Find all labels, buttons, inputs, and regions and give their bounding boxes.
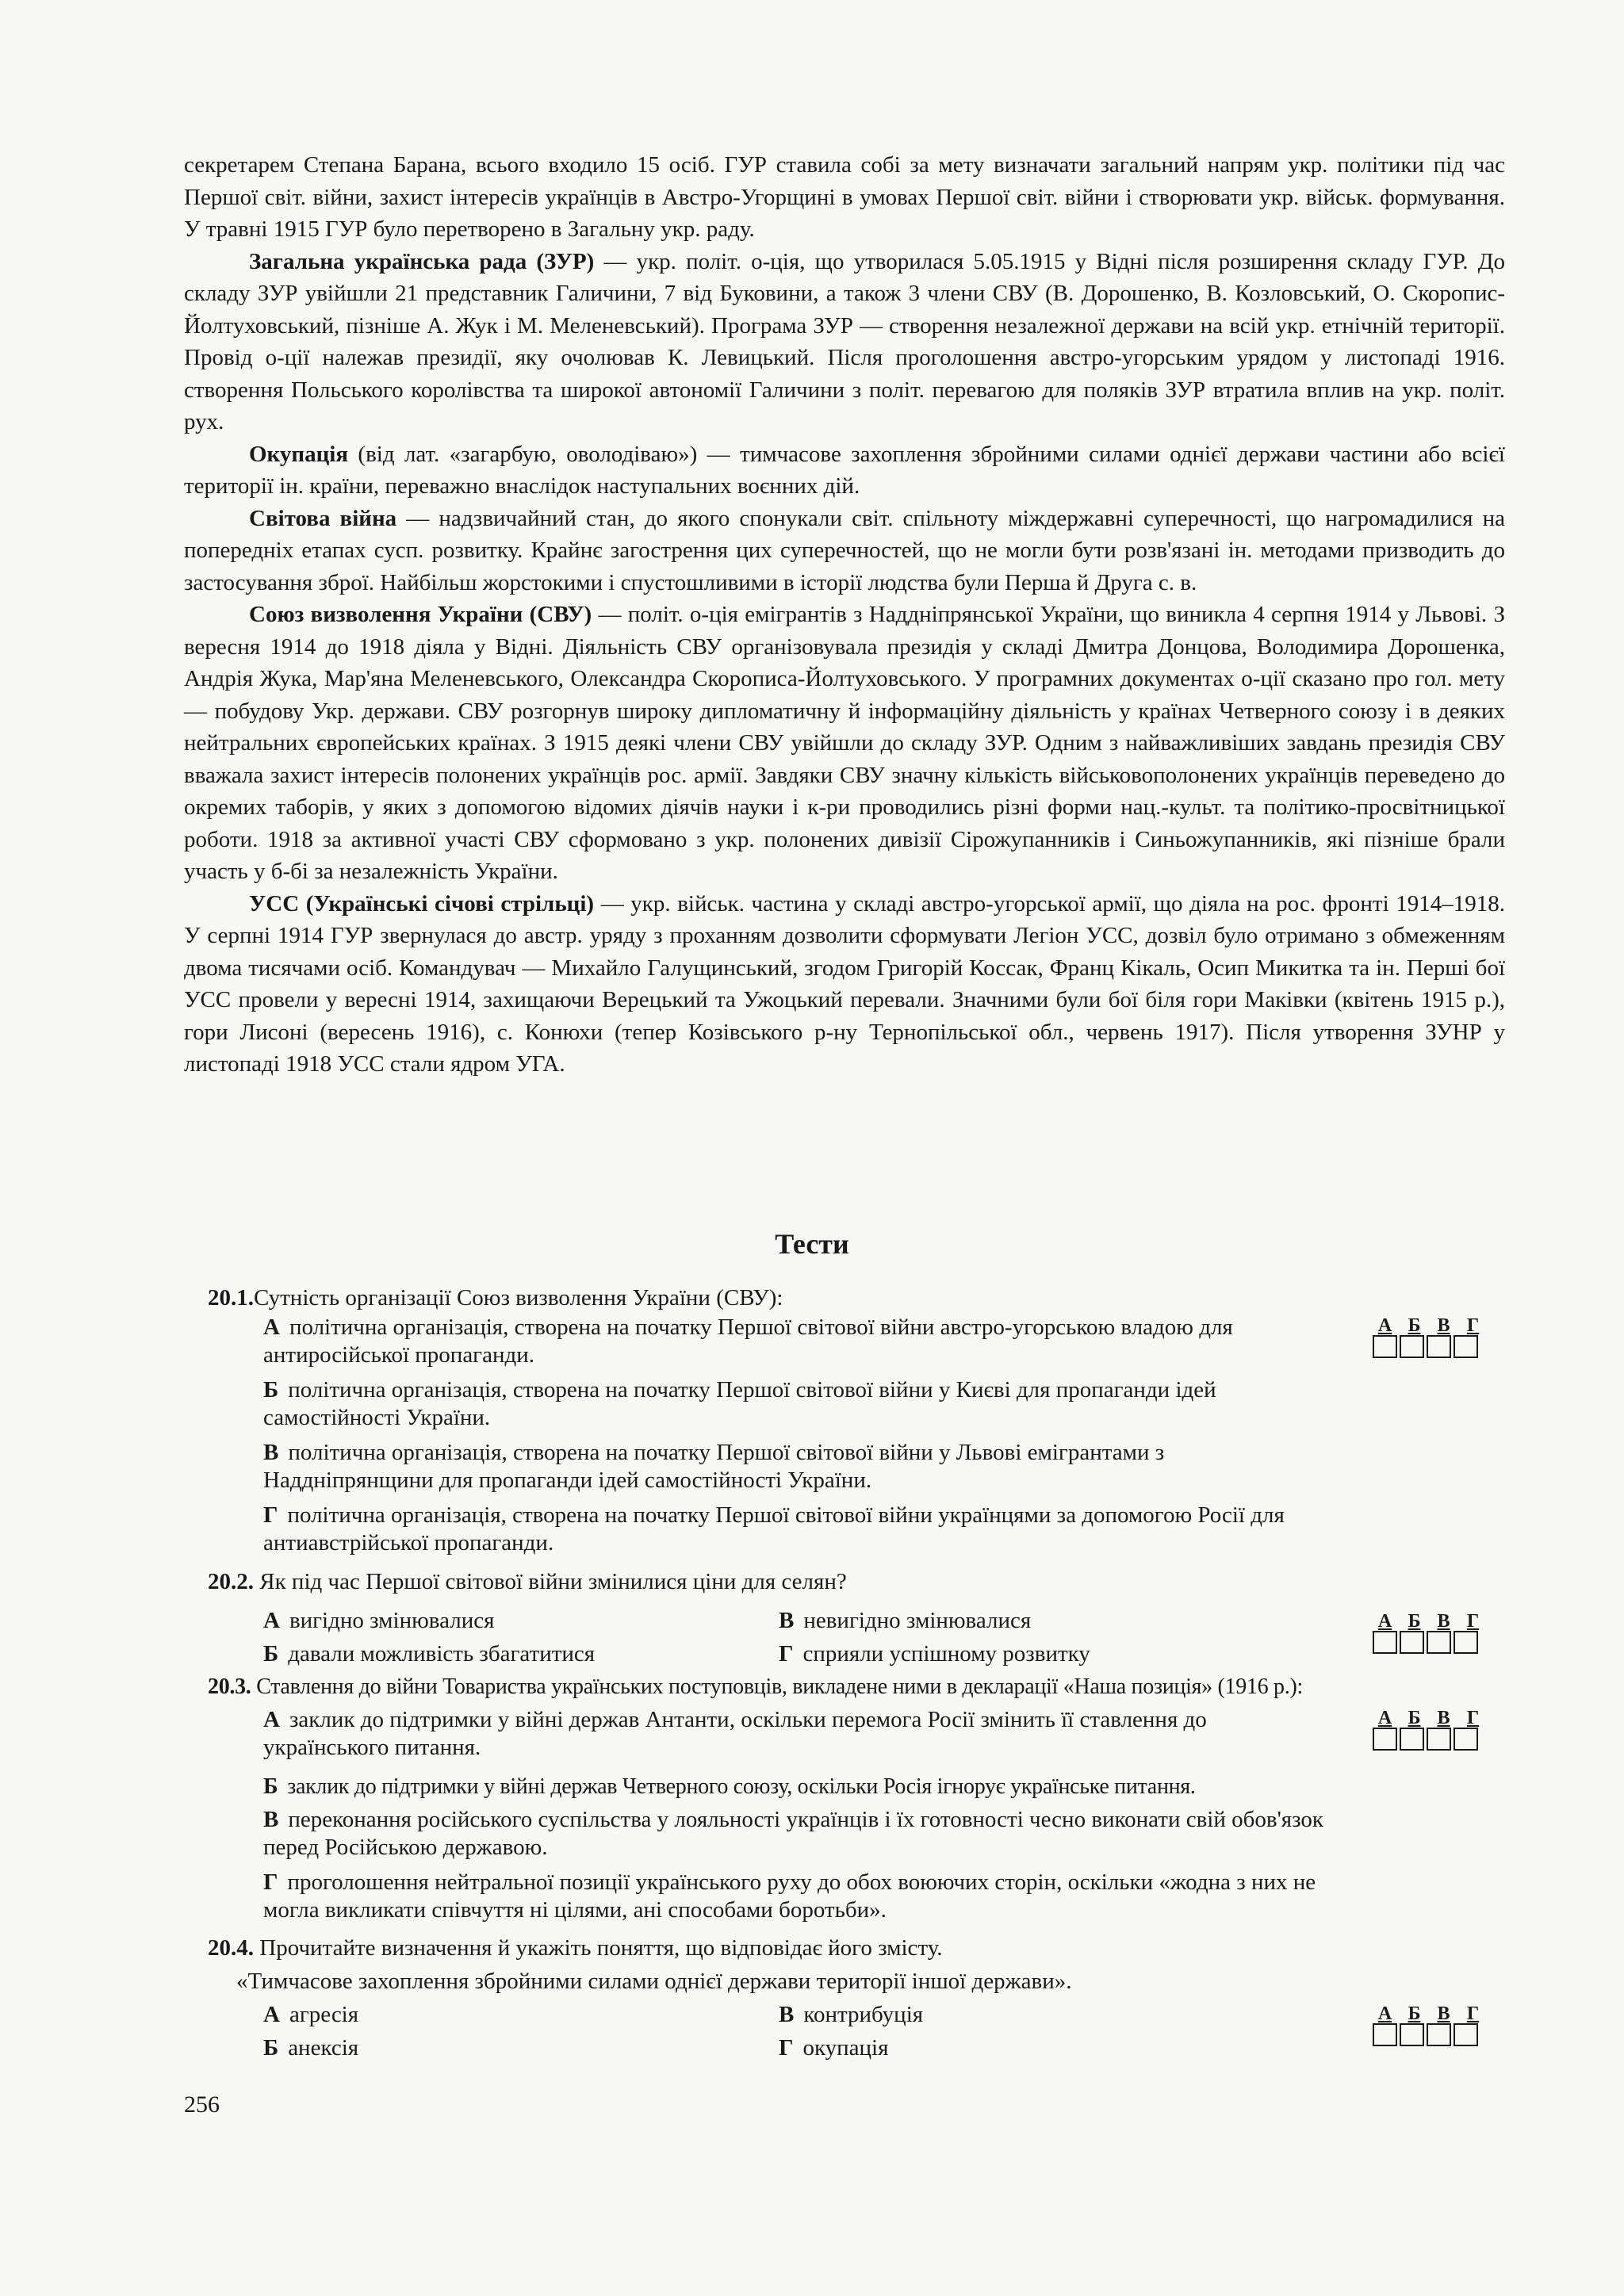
term: Союз визволення України (СВУ) xyxy=(249,602,592,627)
question-20-4-quote: «Тимчасове захоплення збройними силами однієї держави території іншої держави». xyxy=(236,1969,1072,1994)
answer-box-b[interactable] xyxy=(1400,1631,1424,1654)
answer-grid-letters xyxy=(1370,1709,1489,1728)
answer-grid-20-3 xyxy=(1370,1709,1489,1751)
option-letter: Г xyxy=(779,2035,794,2061)
option-text: політична організація, створена на початку Першої світової війни у Києві для пропаганди ідей самостійності України. xyxy=(263,1377,1216,1430)
paragraph-svitova-viina xyxy=(184,503,1505,599)
paragraph-uss xyxy=(184,888,1505,1081)
option-20-3-b[interactable] xyxy=(263,1773,1342,1800)
question-20-3 xyxy=(208,1673,1492,1701)
question-text: Ставлення до війни Товариства українських поступовців, викладене ними в декларації «Наша позиція» (1916 р.): xyxy=(256,1674,1303,1699)
answer-grid-letters xyxy=(1370,1612,1489,1631)
question-number: 20.3. xyxy=(208,1674,251,1699)
paragraph-okupatsiia xyxy=(184,438,1505,503)
page-number: 256 xyxy=(184,2091,220,2118)
answer-box-a[interactable] xyxy=(1373,1335,1397,1358)
answer-grid-boxes xyxy=(1370,1728,1489,1751)
grid-letter: Г xyxy=(1466,1708,1480,1728)
grid-letter: А xyxy=(1377,1611,1392,1632)
answer-box-d[interactable] xyxy=(1454,1631,1478,1654)
option-20-4-d[interactable] xyxy=(779,2034,888,2062)
answer-grid-boxes xyxy=(1370,1631,1489,1654)
term: Загальна українська рада (ЗУР) xyxy=(249,248,595,274)
option-text: агресія xyxy=(289,2002,359,2027)
option-letter: А xyxy=(263,1608,280,1633)
term: Окупація xyxy=(249,441,349,467)
answer-box-c[interactable] xyxy=(1427,1631,1451,1654)
question-20-2 xyxy=(208,1568,1492,1596)
term: Світова війна xyxy=(249,505,397,531)
question-20-1 xyxy=(208,1284,1492,1312)
grid-letter: Б xyxy=(1408,1315,1421,1336)
glossary-text xyxy=(184,149,1505,1081)
grid-letter: Б xyxy=(1408,2003,1421,2024)
answer-grid-boxes xyxy=(1370,2023,1489,2046)
question-text: Прочитайте визначення й укажіть поняття, що відповідає його змісту. xyxy=(259,1935,943,1961)
grid-letter: В xyxy=(1437,1315,1450,1336)
grid-letter: А xyxy=(1377,2003,1392,2024)
option-letter: Б xyxy=(263,2035,279,2061)
paragraph-text: — укр. політ. о-ція, що утворилася 5.05.1915 у Відні після розширення складу ГУР. До складу ЗУР увійшли 21 представник Галичини, 7 від Буковини, а також 3 члени СВУ (В. Дорошенко, В. Козловський, О. Скоропис-Йолтуховський, пізніше А. Жук і М. Меленевський). Програма ЗУР — створення незалежної держави на всій укр. етнічній території. Провід о-ції належав президії, яку очолював К. Левицький. Після проголошення австро-угорським урядом у листопаді 1916. створення Польського королівства та широкої автономії Галичини з політ. перевагою для поляків ЗУР втратила вплив на укр. політ. рух. xyxy=(184,248,1505,434)
grid-letter: В xyxy=(1437,1611,1450,1632)
question-number: 20.2. xyxy=(208,1569,254,1594)
option-20-1-c[interactable] xyxy=(263,1439,1334,1494)
option-20-2-c[interactable] xyxy=(779,1607,1031,1635)
option-20-1-a[interactable] xyxy=(263,1314,1334,1369)
question-20-4 xyxy=(208,1934,1492,1962)
option-20-4-b[interactable] xyxy=(263,2034,358,2062)
option-text: анексія xyxy=(288,2035,359,2061)
answer-grid-20-4 xyxy=(1370,2004,1489,2046)
option-20-4-a[interactable] xyxy=(263,2001,358,2029)
option-20-3-a[interactable] xyxy=(263,1706,1334,1762)
option-text: політична організація, створена на початку Першої світової війни австро-угорською владою для антиросійської пропаганди. xyxy=(263,1314,1233,1368)
option-letter: Г xyxy=(779,1641,794,1667)
paragraph-svu xyxy=(184,599,1505,888)
option-20-3-d[interactable] xyxy=(263,1869,1334,1924)
option-letter: Б xyxy=(263,1641,279,1667)
term: УСС (Українські січові стрільці) xyxy=(249,890,595,916)
option-letter: В xyxy=(779,2002,795,2027)
option-text: політична організація, створена на початку Першої світової війни українцями за допомогою Росії для антиавстрійської пропаганди. xyxy=(263,1502,1285,1556)
option-20-4-c[interactable] xyxy=(779,2001,923,2029)
paragraph-intro xyxy=(184,149,1505,246)
answer-box-a[interactable] xyxy=(1373,2023,1397,2046)
tests-heading: Тести xyxy=(775,1228,849,1260)
paragraph-text: — надзвичайний стан, до якого спонукали світ. спільноту міждержавні суперечності, що нагромадилися на попередніх етапах сусп. розвитку. Крайнє загострення цих суперечностей, що не могли бути розв'язані ін. методами призводить до застосування зброї. Найбільш жорстокими і спустошливими в історії людства були Перша й Друга с. в. xyxy=(184,505,1505,595)
option-text: проголошення нейтральної позиції українського руху до обох воюючих сторін, оскільки «жодна з них не могла викликати співчуття ні цілями, ані способами боротьби». xyxy=(263,1869,1316,1923)
answer-grid-boxes xyxy=(1370,1335,1489,1358)
option-text: сприяли успішному розвитку xyxy=(802,1641,1090,1667)
option-letter: В xyxy=(779,1608,795,1633)
option-letter: А xyxy=(263,1314,280,1340)
option-text: давали можливість збагатитися xyxy=(288,1641,596,1667)
option-20-2-b[interactable] xyxy=(263,1640,595,1668)
option-20-2-a[interactable] xyxy=(263,1607,494,1635)
answer-box-c[interactable] xyxy=(1427,1728,1451,1751)
option-20-3-c[interactable] xyxy=(263,1806,1334,1862)
question-number: 20.4. xyxy=(208,1935,254,1961)
option-letter: Г xyxy=(263,1502,278,1528)
answer-box-c[interactable] xyxy=(1427,1335,1451,1358)
option-text: вигідно змінювалися xyxy=(289,1608,495,1633)
question-text: Як під час Першої світової війни змінилися ціни для селян? xyxy=(259,1569,847,1594)
grid-letter: Г xyxy=(1466,2003,1480,2024)
question-text: Сутність організації Союз визволення України (СВУ): xyxy=(254,1285,783,1311)
option-text: невигідно змінювалися xyxy=(803,1608,1032,1633)
option-letter: Б xyxy=(263,1774,278,1799)
answer-box-a[interactable] xyxy=(1373,1728,1397,1751)
paragraph-text: — політ. о-ція емігрантів з Наддніпрянської України, що виникла 4 серпня 1914 у Львові. З вересня 1914 до 1918 діяла у Відні. Діяльність СВУ організовувала президія у складі Дмитра Донцова, Володимира Дорошенка, Андрія Жука, Мар'яна Меленевського, Олександра Скорописа-Йолтуховського. У програмних документах о-ції сказано про гол. мету — побудову Укр. держави. СВУ розгорнув широку дипломатичну й інформаційну діяльність у країнах Четверного союзу і в деяких нейтральних європейських країнах. З 1915 деякі члени СВУ увійшли до складу ЗУР. Одним з найважливіших завдань президія СВУ вважала захист інтересів полонених українців рос. армії. Завдяки СВУ значну кількість військовополонених українців переведено до окремих таборів, у яких з допомогою відомих діячів науки і к-ри проводились різні форми нац.-культ. та політико-просвітницької роботи. 1918 за активної участі СВУ сформовано з укр. полонених дивізії Сірожупанників і Синьожупанників, які пізніше брали участь у б-бі за незалежність України. xyxy=(184,602,1505,884)
option-text: переконання російського суспільства у лояльності українців і їх готовності чесно виконати свій обов'язок перед Російською державою. xyxy=(263,1807,1324,1860)
option-letter: Б xyxy=(263,1377,279,1402)
grid-letter: А xyxy=(1377,1708,1392,1728)
answer-box-a[interactable] xyxy=(1373,1631,1397,1654)
option-text: окупація xyxy=(802,2035,889,2061)
option-text: контрибуція xyxy=(803,2002,924,2027)
answer-box-d[interactable] xyxy=(1454,2023,1478,2046)
grid-letter: В xyxy=(1437,2003,1450,2024)
answer-box-b[interactable] xyxy=(1400,1728,1424,1751)
answer-grid-20-2 xyxy=(1370,1612,1489,1654)
option-text: політична організація, створена на початку Першої світової війни у Львові емігрантами з Наддніпрянщини для пропаганди ідей самостійності України. xyxy=(263,1440,1165,1493)
grid-letter: В xyxy=(1437,1708,1450,1728)
answer-box-c[interactable] xyxy=(1427,2023,1451,2046)
answer-box-d[interactable] xyxy=(1454,1728,1478,1751)
option-letter: А xyxy=(263,2002,280,2027)
grid-letter: Г xyxy=(1466,1611,1480,1632)
question-number: 20.1. xyxy=(208,1285,254,1311)
option-letter: В xyxy=(263,1807,279,1832)
option-letter: В xyxy=(263,1440,279,1465)
answer-grid-letters xyxy=(1370,2004,1489,2023)
answer-grid-20-1 xyxy=(1370,1316,1489,1358)
grid-letter: Г xyxy=(1466,1315,1480,1336)
paragraph-text: секретарем Степана Барана, всього входило 15 осіб. ГУР ставила собі за мету визначати загальний напрям укр. політики під час Першої світ. війни, захист інтересів українців в Австро-Угорщині в умовах Першої світ. війни і створювати укр. військ. формування. У травні 1915 ГУР було перетворено в Загальну укр. раду. xyxy=(184,152,1505,242)
option-20-1-d[interactable] xyxy=(263,1502,1334,1557)
option-20-2-d[interactable] xyxy=(779,1640,1090,1668)
option-letter: Г xyxy=(263,1869,278,1895)
paragraph-text: — укр. військ. частина у складі австро-угорської армії, що діяла на рос. фронті 1914–1918. У серпні 1914 ГУР звернулася до австр. уряду з проханням дозволити сформувати Легіон УСС, дозвіл було отримано з обмеженням двома тисячами осіб. Командувач — Михайло Галущинський, згодом Григорій Коссак, Франц Кікаль, Осип Микитка та ін. Перші бої УСС провели у вересні 1914, захищаючи Верецький та Ужоцький перевали. Значними були бої біля гори Маківки (квітень 1915 р.), гори Лисоні (вересень 1916), с. Конюхи (тепер Козівського р-ну Тернопільської обл., червень 1917). Після утворення ЗУНР у листопаді 1918 УСС стали ядром УГА. xyxy=(184,890,1506,1077)
grid-letter: А xyxy=(1377,1315,1392,1336)
grid-letter: Б xyxy=(1408,1611,1421,1632)
option-20-1-b[interactable] xyxy=(263,1376,1334,1432)
option-letter: А xyxy=(263,1707,280,1732)
answer-box-d[interactable] xyxy=(1454,1335,1478,1358)
answer-box-b[interactable] xyxy=(1400,1335,1424,1358)
answer-box-b[interactable] xyxy=(1400,2023,1424,2046)
paragraph-text: (від лат. «загарбую, оволодіваю») — тимчасове захоплення збройними силами однієї держави частини або всієї території ін. країни, переважно внаслідок наступальних воєнних дій. xyxy=(184,441,1505,499)
grid-letter: Б xyxy=(1408,1708,1421,1728)
answer-grid-letters xyxy=(1370,1316,1489,1335)
option-text: заклик до підтримки у війні держав Антанти, оскільки перемога Росії змінить її ставлення до українського питання. xyxy=(263,1707,1207,1760)
paragraph-zur xyxy=(184,246,1505,438)
option-text: заклик до підтримки у війні держав Четверного союзу, оскільки Росія ігнорує українське питання. xyxy=(287,1774,1196,1799)
